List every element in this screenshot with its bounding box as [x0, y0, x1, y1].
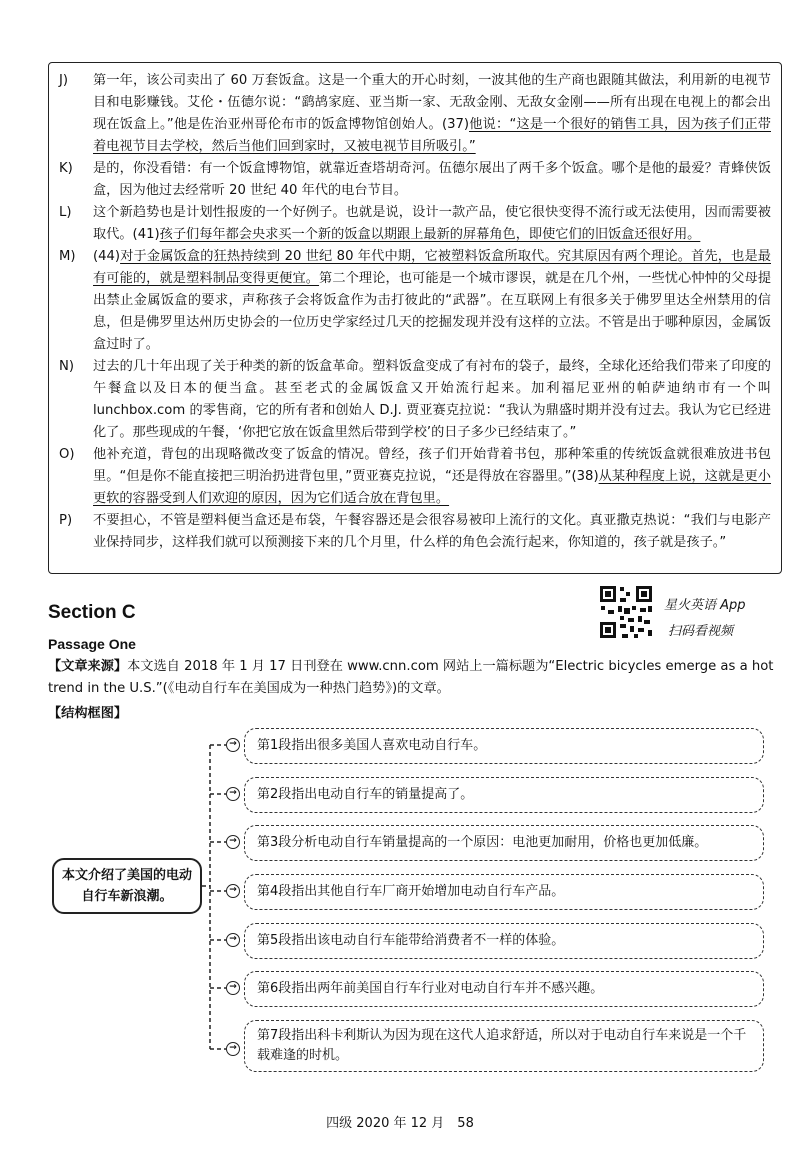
paragraph-segment: 他补充道，背包的出现略微改变了饭盒的情况。曾经，孩子们开始背着书包，那种笨重的传统饭盒就很难放进书包里。“但是你不能直接把三明治扔进背包里，”贾亚赛克拉说，“还是得放在容器里。”(38) — [93, 447, 771, 484]
paragraph-segment: 第二个理论，也可能是一个城市谬误，就是在几个州，一些忧心忡忡的父母提出禁止金属饭盒的要求，声称孩子会将饭盒作为击打彼此的“武器”。在互联网上有很多关于佛罗里达全州禁用的信息，但是佛罗里达州历史协会的一位历史学家经过几天的挖掘发现并没有这样的立法。不管是出于哪种原因，金属饭盒过时了。 — [93, 271, 772, 352]
paragraph-segment: 过去的几十年出现了关于种类的新的饭盒革命。塑料饭盒变成了有衬布的袋子，最终，全球化还给我们带来了印度的午餐盒以及日本的便当盒。甚至老式的金属饭盒又开始流行起来。加利福尼亚州的帕萨迪纳市有一个叫 lunchbox.com 的零售商，它的所有者和创始人 D.J. 贾亚赛克拉说：“我认为鼎盛时期并没有过去。我认为它已经进化了。那些现成的午餐，‘你把它放在饭盒里然后带到学校’的日子多少已经结束了。” — [93, 359, 771, 440]
frame-step-6: 第6段指出两年前美国自行车行业对电动自行车并不感兴趣。 — [244, 971, 764, 1007]
paragraph-label: N) — [59, 359, 75, 374]
paragraph-label: L) — [59, 205, 72, 220]
frame-step-1: 第1段指出很多美国人喜欢电动自行车。 — [244, 728, 764, 764]
arrow-right-icon: → — [226, 738, 240, 752]
app-name: 星火英语 App — [664, 598, 746, 613]
paragraph-label: P) — [59, 513, 73, 528]
paragraph-segment: 这个新趋势也是计划性报废的一个好例子。也就是说，设计一款产品，使它很快变得不流行或无法使用，因而需要被取代。(41) — [93, 205, 771, 242]
arrow-right-icon: → — [226, 884, 240, 898]
paragraph-label: K) — [59, 161, 73, 176]
section-title: Section C — [48, 602, 136, 623]
frame-step-7: 第7段指出科卡利斯认为因为现在这代人追求舒适，所以对于电动自行车来说是一个千载难逢的时机。 — [244, 1020, 764, 1072]
source-text: 本文选自 2018 年 1 月 17 日刊登在 www.cnn.com 网站上一篇标题为“Electric bicycles emerge as a hot trend in the U.S.”(《电动自行车在美国成为一种热门趋势》)的文章。 — [48, 659, 774, 696]
frame-step-2: 第2段指出电动自行车的销量提高了。 — [244, 777, 764, 813]
underlined-sentence: 他说：“这是一个很好的销售工具，因为孩子们正带着电视节目去学校，然后当他们回到家时，又被电视节目所吸引。” — [93, 117, 771, 154]
frame-step-5: 第5段指出该电动自行车能带给消费者不一样的体验。 — [244, 923, 764, 959]
underlined-sentence: 对于金属饭盒的狂热持续到 20 世纪 80 年代中期，它被塑料饭盒所取代。究其原因有两个理论。首先，也是最有可能的，就是塑料制品变得更便宜。 — [93, 249, 771, 286]
paragraph-segment: 是的，你没看错：有一个饭盒博物馆，就靠近查塔胡奇河。伍德尔展出了两千多个饭盒。哪个是他的最爱？青蜂侠饭盒，因为他过去经常听 20 世纪 40 年代的电台节目。 — [93, 161, 771, 198]
arrow-right-icon: → — [226, 933, 240, 947]
frame-step-4: 第4段指出其他自行车厂商开始增加电动自行车产品。 — [244, 874, 764, 910]
source-heading: 【文章来源】 — [48, 659, 128, 674]
underlined-sentence: 孩子们每年都会央求买一个新的饭盒以期跟上最新的屏幕角色，即使它们的旧饭盒还很好用。 — [159, 227, 701, 242]
paragraph-segment: 第一年，该公司卖出了 60 万套饭盒。这是一个重大的开心时刻，一波其他的生产商也跟随其做法，利用新的电视节目和电影赚钱。艾伦・伍德尔说：“鹞鸪家庭、亚当斯一家、无敌金刚、无敌女金刚——所有出现在电视上的都会出现在饭盒上。”他是佐治亚州哥伦布市的饭盒博物馆创始人。(37) — [93, 73, 771, 132]
frame-step-3: 第3段分析电动自行车销量提高的一个原因：电池更加耐用，价格也更加低廉。 — [244, 825, 764, 861]
arrow-right-icon: → — [226, 835, 240, 849]
frame-heading: 【结构框图】 — [48, 706, 128, 721]
arrow-right-icon: → — [226, 1042, 240, 1056]
app-hint: 扫码看视频 — [668, 624, 734, 639]
page-footer: 四级 2020 年 12 月 58 — [326, 1116, 474, 1131]
frame-center-box: 本文介绍了美国的电动自行车新浪潮。 — [52, 858, 202, 914]
paragraph-segment: (44) — [93, 249, 121, 264]
paragraph-label: J) — [59, 73, 69, 88]
arrow-right-icon: → — [226, 981, 240, 995]
passage-title: Passage One — [48, 636, 136, 652]
paragraph-segment: 不要担心，不管是塑料便当盒还是布袋，午餐容器还是会很容易被印上流行的文化。真亚撒克热说：“我们与电影产业保持同步，这样我们就可以预测接下来的几个月里，什么样的角色会流行起来，你知道的，孩子就是孩子。” — [93, 513, 771, 550]
underlined-sentence: 从某种程度上说，这就是更小更软的容器受到人们欢迎的原因，因为它们适合放在背包里。 — [93, 469, 771, 506]
paragraph-label: M) — [59, 249, 76, 264]
paragraph-label: O) — [59, 447, 75, 462]
arrow-right-icon: → — [226, 787, 240, 801]
